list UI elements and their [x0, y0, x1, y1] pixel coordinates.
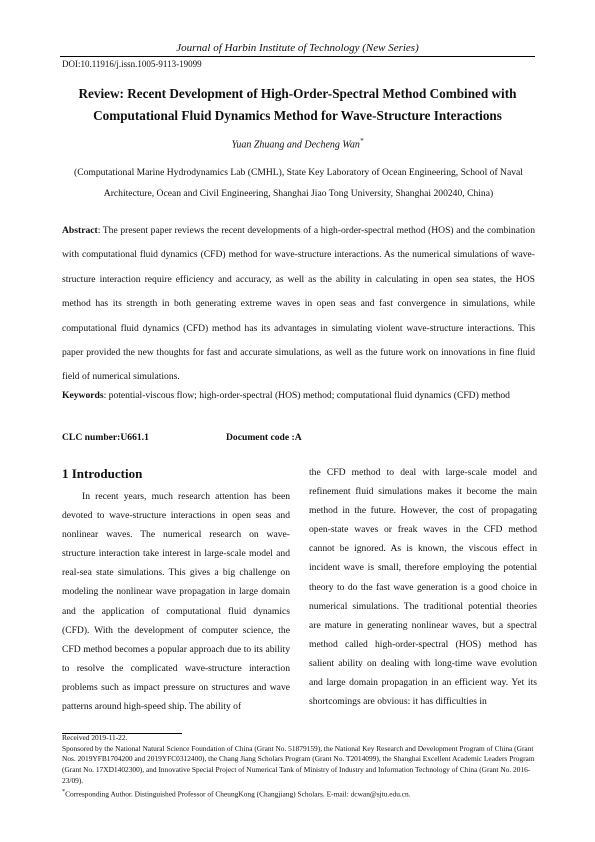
abstract-label: Abstract: [62, 225, 98, 236]
clc-number: CLC number:U661.1: [62, 432, 149, 443]
received-date: Received 2019-11-22.: [62, 733, 128, 742]
affiliation: (Computational Marine Hydrodynamics Lab (CMHL), State Key Laboratory of Ocean Engineering, School of Naval Architecture, Ocean and Civil Engineering, Shanghai Jiao Tong University, Shanghai 200240, China): [74, 167, 523, 199]
abstract: [62, 219, 535, 390]
body-right-column: the CFD method to deal with large-scale model and refinement fluid simulations makes it become the main method in the future. However, the cost of propagating open-state waves or freak waves in the CFD method cannot be ignored. As is known, the viscous effect in incident wave is small, therefore employing the potential theory to do the fast wave generation is a good choice in numerical simulations. The traditional potential theories are mature in generating nonlinear waves, but a spectral method called high-order-spectral (HOS) method has salient ability on dealing with long-time wave evolution and large domain propagation in an efficient way. Yet its shortcomings are obvious: it has difficulties in: [309, 467, 537, 708]
sponsor-note: Sponsored by the National Natural Science Foundation of China (Grant No. 51879159), the National Key Research and Development Program of China (Grant Nos. 2019YFB1704200 and 2019YFC0312400), the Chang Jiang Scholars Program (Grant No. T2014099), the Shanghai Excellent Academic Leaders Program (Grant No. 17XD1402300), and Innovative Special Project of Numerical Tank of Ministry of Industry and Information Technology of China (Grant No. 2016-23/09).: [62, 743, 535, 785]
keywords-text: : potential-viscous flow; high-order-spectral (HOS) method; computational fluid dynamics (CFD) method: [103, 390, 510, 401]
header-rule: [60, 56, 535, 57]
corresponding-note: [62, 787, 535, 800]
footnote-mark: *: [62, 788, 66, 795]
abstract-text: : The present paper reviews the recent developments of a high-order-spectral method (HOS) and the combination with computational fluid dynamics (CFD) method for wave-structure interactions. As the numerical simulations of wave-structure interaction require efficiency and accuracy, as well as the ability in calculating in open sea states, the HOS method has its strength in both generating extreme waves in open seas and fast convergence in simulations, while computational fluid dynamics (CFD) method has its advantages in simulating violent wave-structure interactions. This paper provided the new thoughts for fast and accurate simulations, as well as the future work on innovations in fine fluid field of numerical simulations.: [62, 225, 535, 383]
corresponding-mark: *: [359, 137, 364, 145]
keywords: [62, 385, 535, 406]
authors: [0, 137, 595, 150]
keywords-label: Keywords: [62, 390, 104, 401]
document-code: Document code :A: [226, 432, 302, 443]
doi[interactable]: DOI:10.11916/j.issn.1005-9113-19099: [62, 59, 202, 69]
body-left-column: In recent years, much research attention has been devoted to wave-structure interactions in open seas and nonlinear waves. The numerical research on wave-structure interaction take interest in large-scale model and real-sea state simulations. This gives a big challenge on modeling the nonlinear wave propagation in large domain and the application of computational fluid dynamics (CFD). With the development of computer science, the CFD method becomes a popular approach due to its ability to resolve the complicated wave-structure interaction problems such as impact pressure on structures and wave patterns around high-speed ship. The ability of: [62, 491, 290, 713]
journal-name: Journal of Harbin Institute of Technology (New Series): [176, 42, 419, 54]
paper-title: Review: Recent Development of High-Order-Spectral Method Combined with Computational Fluid Dynamics Method for Wave-Structure Interactions: [78, 86, 517, 123]
footnotes: [62, 733, 535, 800]
section-heading: 1 Introduction: [62, 466, 143, 481]
corresponding-text: Corresponding Author. Distinguished Professor of CheungKong (Changjiang) Scholars. E-mail: dcwan@sjtu.edu.cn.: [65, 788, 411, 798]
author-names: Yuan Zhuang and Decheng Wan: [231, 139, 360, 151]
